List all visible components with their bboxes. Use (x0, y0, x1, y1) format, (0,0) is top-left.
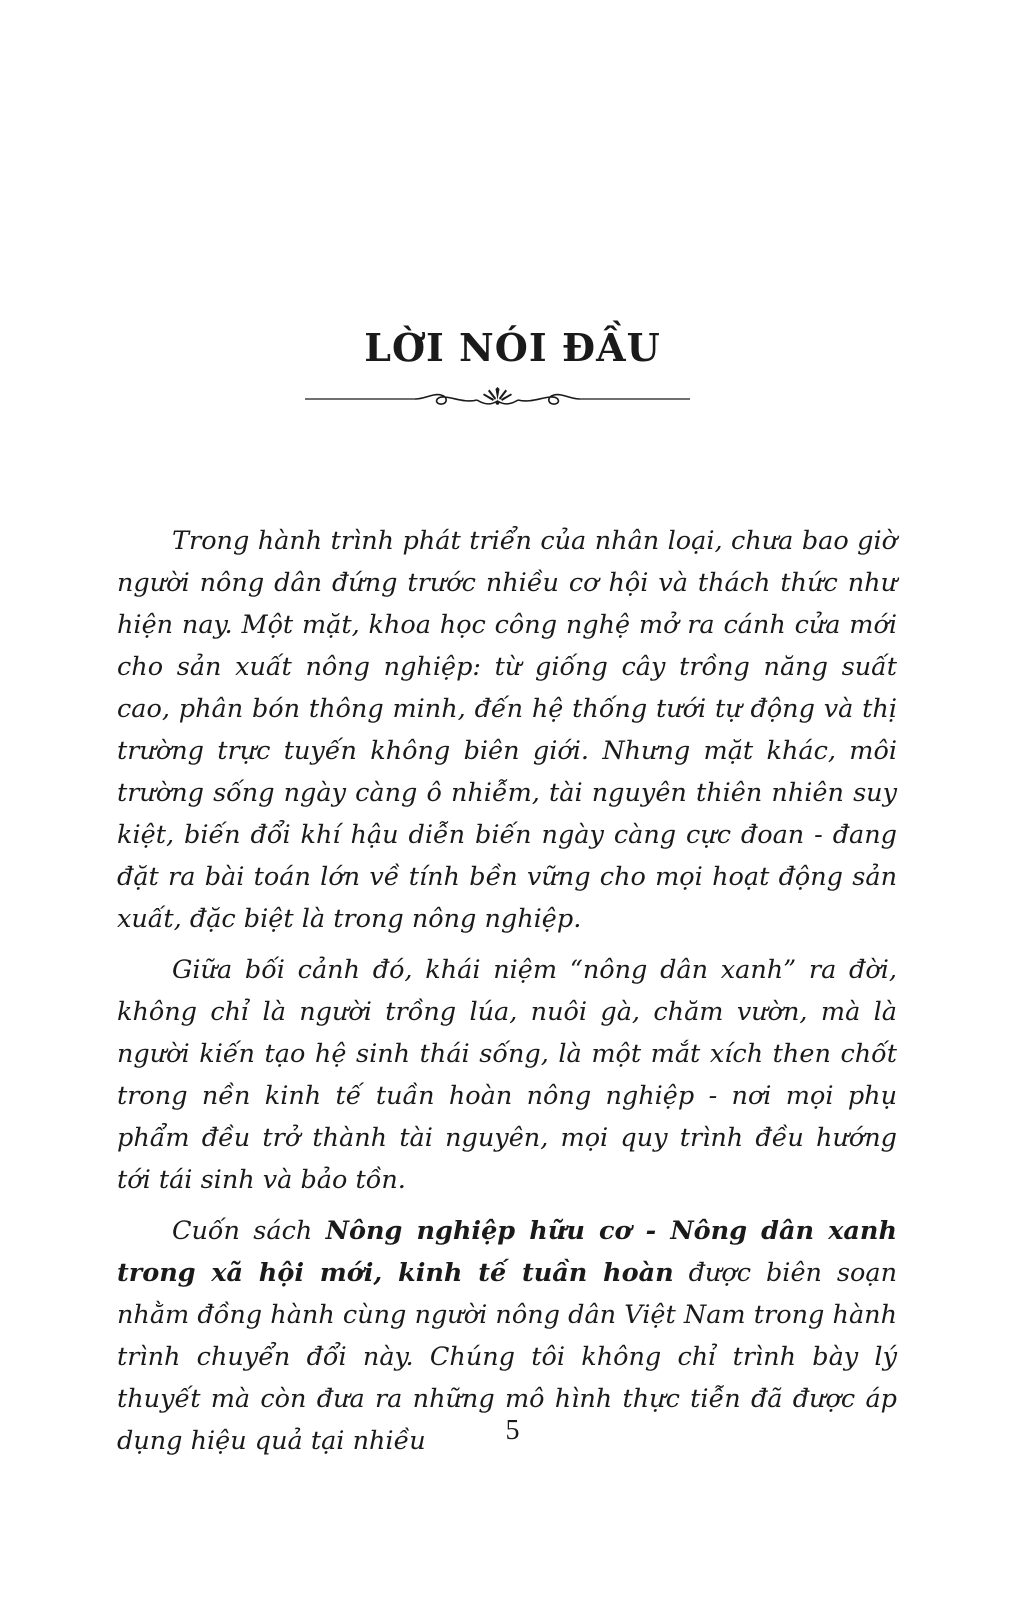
paragraph: Trong hành trình phát triển của nhân loại, chưa bao giờ người nông dân đứng trước nhiều cơ hội và thách thức như hiện nay. Một mặt, khoa học công nghệ mở ra cánh cửa mới cho sản xuất nông nghiệp: từ giống cây trồng năng suất cao, phân bón thông minh, đến hệ thống tưới tự động và thị trường trực tuyến không biên giới. Nhưng mặt khác, môi trường sống ngày càng ô nhiễm, tài nguyên thiên nhiên suy kiệt, biến đổi khí hậu diễn biến ngày càng cực đoan - đang đặt ra bài toán lớn về tính bền vững cho mọi hoạt động sản xuất, đặc biệt là trong nông nghiệp. (117, 526, 897, 934)
paragraph-text: Cuốn sách (172, 1216, 326, 1246)
paragraph-text: được biên soạn nhằm đồng hành cùng người nông dân Việt Nam trong hành trình chuyển đổi này. Chúng tôi không chỉ trình bày lý thuyết mà còn đưa ra những mô hình thực tiễn đã được áp dụng hiệu quả tại nhiều (117, 1258, 897, 1456)
page-title: LỜI NÓI ĐẦU (364, 325, 661, 370)
page-number: 5 (505, 1415, 520, 1446)
preface-body (117, 520, 897, 1471)
paragraph: Giữa bối cảnh đó, khái niệm “nông dân xanh” ra đời, không chỉ là người trồng lúa, nuôi gà, chăm vườn, mà là người kiến tạo hệ sinh thái sống, là một mắt xích then chốt trong nền kinh tế tuần hoàn nông nghiệp - nơi mọi phụ phẩm đều trở thành tài nguyên, mọi quy trình đều hướng tới tái sinh và bảo tồn. (117, 955, 897, 1195)
book-title: Nông nghiệp hữu cơ - Nông dân xanh trong xã hội mới, kinh tế tuần hoàn (117, 1216, 898, 1288)
title-ornament-divider (305, 385, 690, 413)
